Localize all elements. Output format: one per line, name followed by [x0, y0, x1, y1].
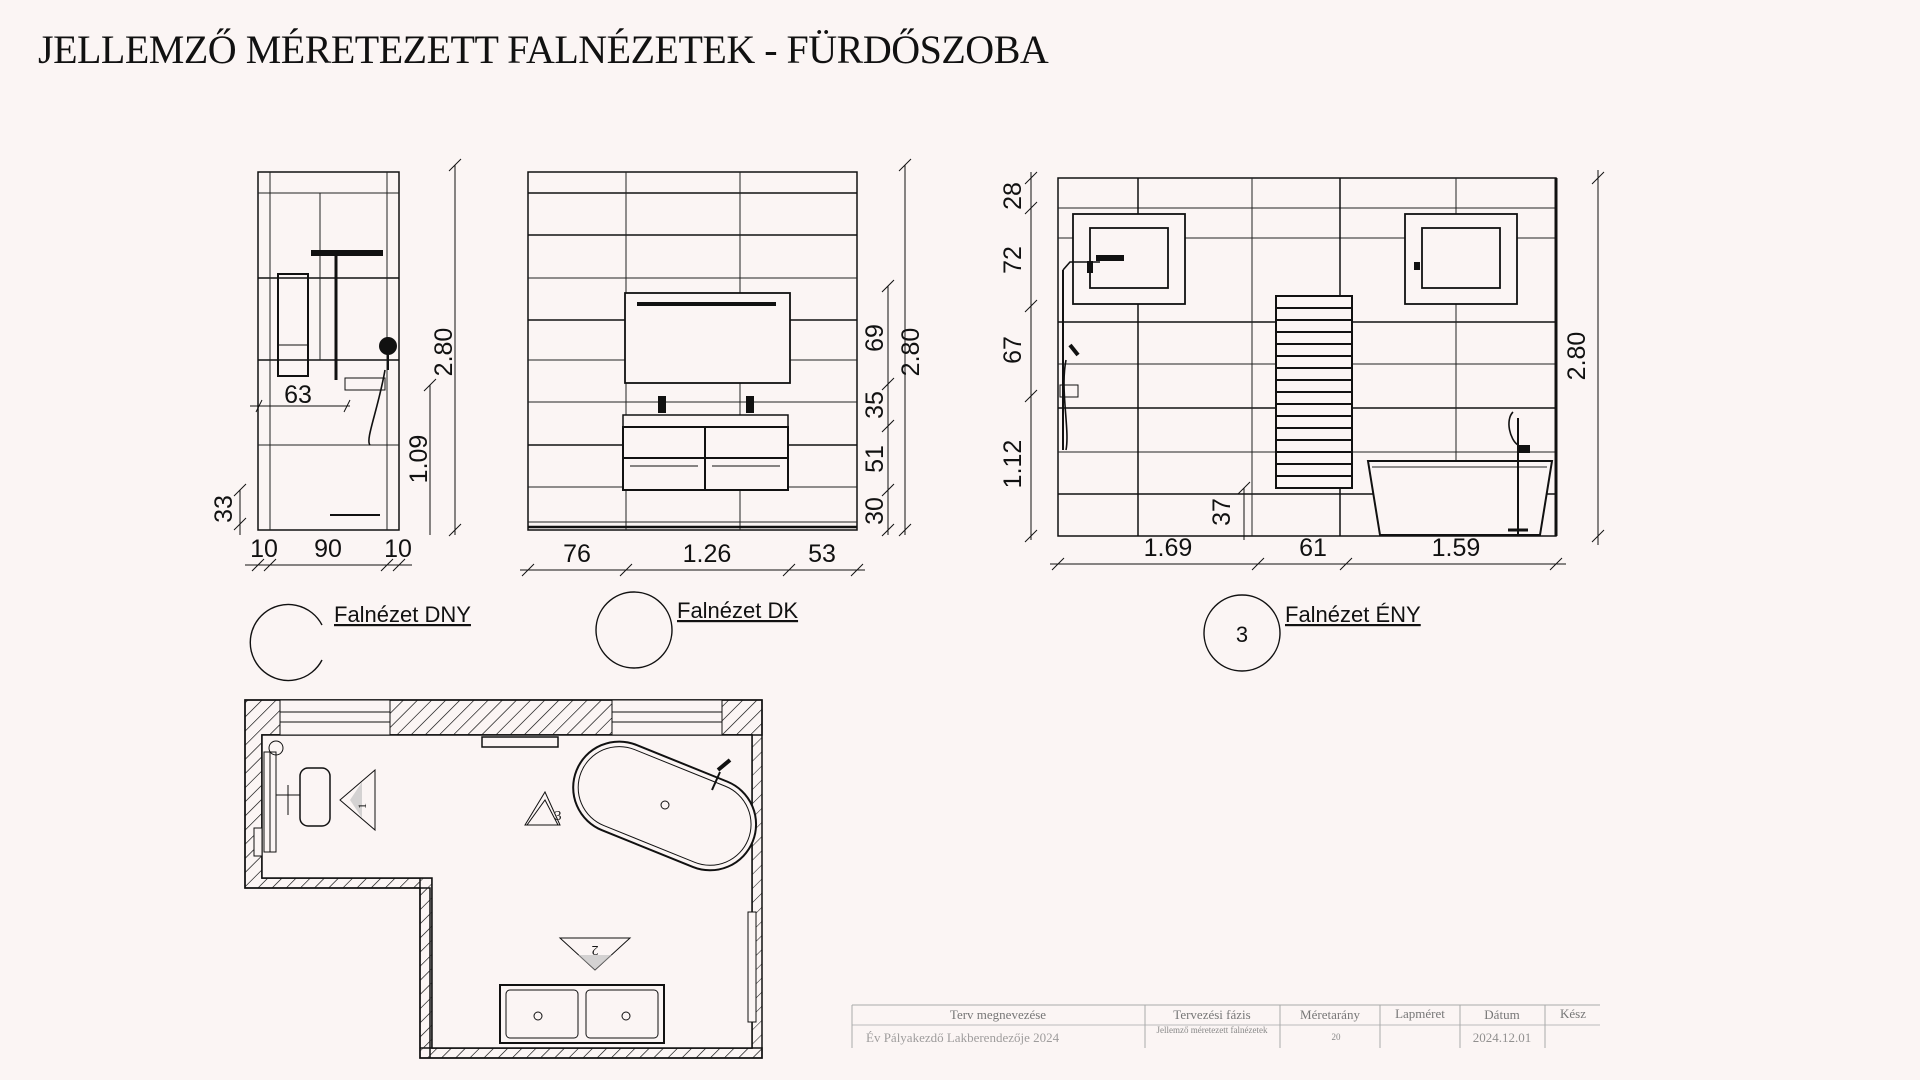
dny-dim-w-right: 10: [384, 535, 412, 563]
dk-dim-w-left: 76: [563, 540, 591, 568]
dk-view-label: Falnézet DK: [677, 598, 799, 623]
tb-value-phase: Jellemző méretezett falnézetek: [1156, 1025, 1268, 1035]
elevation-eny: [999, 170, 1604, 671]
plan-marker-1: 1: [355, 803, 369, 809]
tb-header-date: Dátum: [1484, 1007, 1520, 1022]
tb-value-scale: 20: [1331, 1032, 1341, 1042]
eny-dim-w-right: 1.59: [1431, 534, 1481, 562]
elevation-dk: [520, 159, 925, 668]
tb-header-name: Terv megnevezése: [949, 1007, 1047, 1022]
dk-dim-total: 2.80: [897, 327, 925, 377]
eny-dim-top: 28: [999, 182, 1027, 210]
plan-marker-2: 2: [591, 942, 599, 957]
eny-dim-tub: 37: [1208, 498, 1236, 526]
tb-header-phase: Tervezési fázis: [1173, 1007, 1251, 1022]
tb-header-scale: Méretarány: [1300, 1007, 1360, 1022]
eny-dim-mid: 67: [999, 336, 1027, 364]
eny-dim-w-mid: 61: [1299, 534, 1327, 562]
floor-plan: [245, 700, 770, 1058]
dny-dim-total: 2.80: [430, 327, 458, 377]
dny-view-label: Falnézet DNY: [334, 602, 471, 627]
dk-dim-w-right: 53: [808, 540, 836, 568]
tb-value-name: Év Pályakezdő Lakberendezője 2024: [866, 1030, 1060, 1045]
dk-dim-gap: 35: [861, 391, 889, 419]
eny-marker-number: 3: [1235, 622, 1249, 647]
elevation-dny: [210, 159, 471, 680]
dny-dim-fixture: 1.09: [405, 434, 433, 484]
tb-value-date: 2024.12.01: [1472, 1030, 1532, 1045]
dk-dim-base: 30: [861, 497, 889, 525]
plan-marker-3: 3: [554, 809, 562, 824]
eny-dim-w-left: 1.69: [1143, 534, 1193, 562]
page-title: JELLEMZŐ MÉRETEZETT FALNÉZETEK - FÜRDŐSZOBA: [38, 27, 1049, 72]
dny-dim-w-mid: 90: [314, 535, 342, 563]
dny-dim-base: 33: [210, 495, 238, 523]
dk-dim-w-mid: 1.26: [682, 540, 732, 568]
tb-header-size: Lapméret: [1395, 1006, 1445, 1021]
eny-dim-window: 72: [999, 246, 1027, 274]
dny-dim-shelf: 63: [284, 381, 312, 409]
eny-dim-total: 2.80: [1563, 331, 1591, 381]
dny-dim-w-left: 10: [250, 535, 278, 563]
dk-dim-mirror: 69: [861, 324, 889, 352]
tb-header-made: Kész: [1560, 1006, 1586, 1021]
dk-dim-cabinet: 51: [861, 445, 889, 473]
eny-view-label: Falnézet ÉNY: [1285, 602, 1421, 627]
eny-dim-low: 1.12: [999, 439, 1027, 489]
title-block: [852, 1005, 1600, 1048]
